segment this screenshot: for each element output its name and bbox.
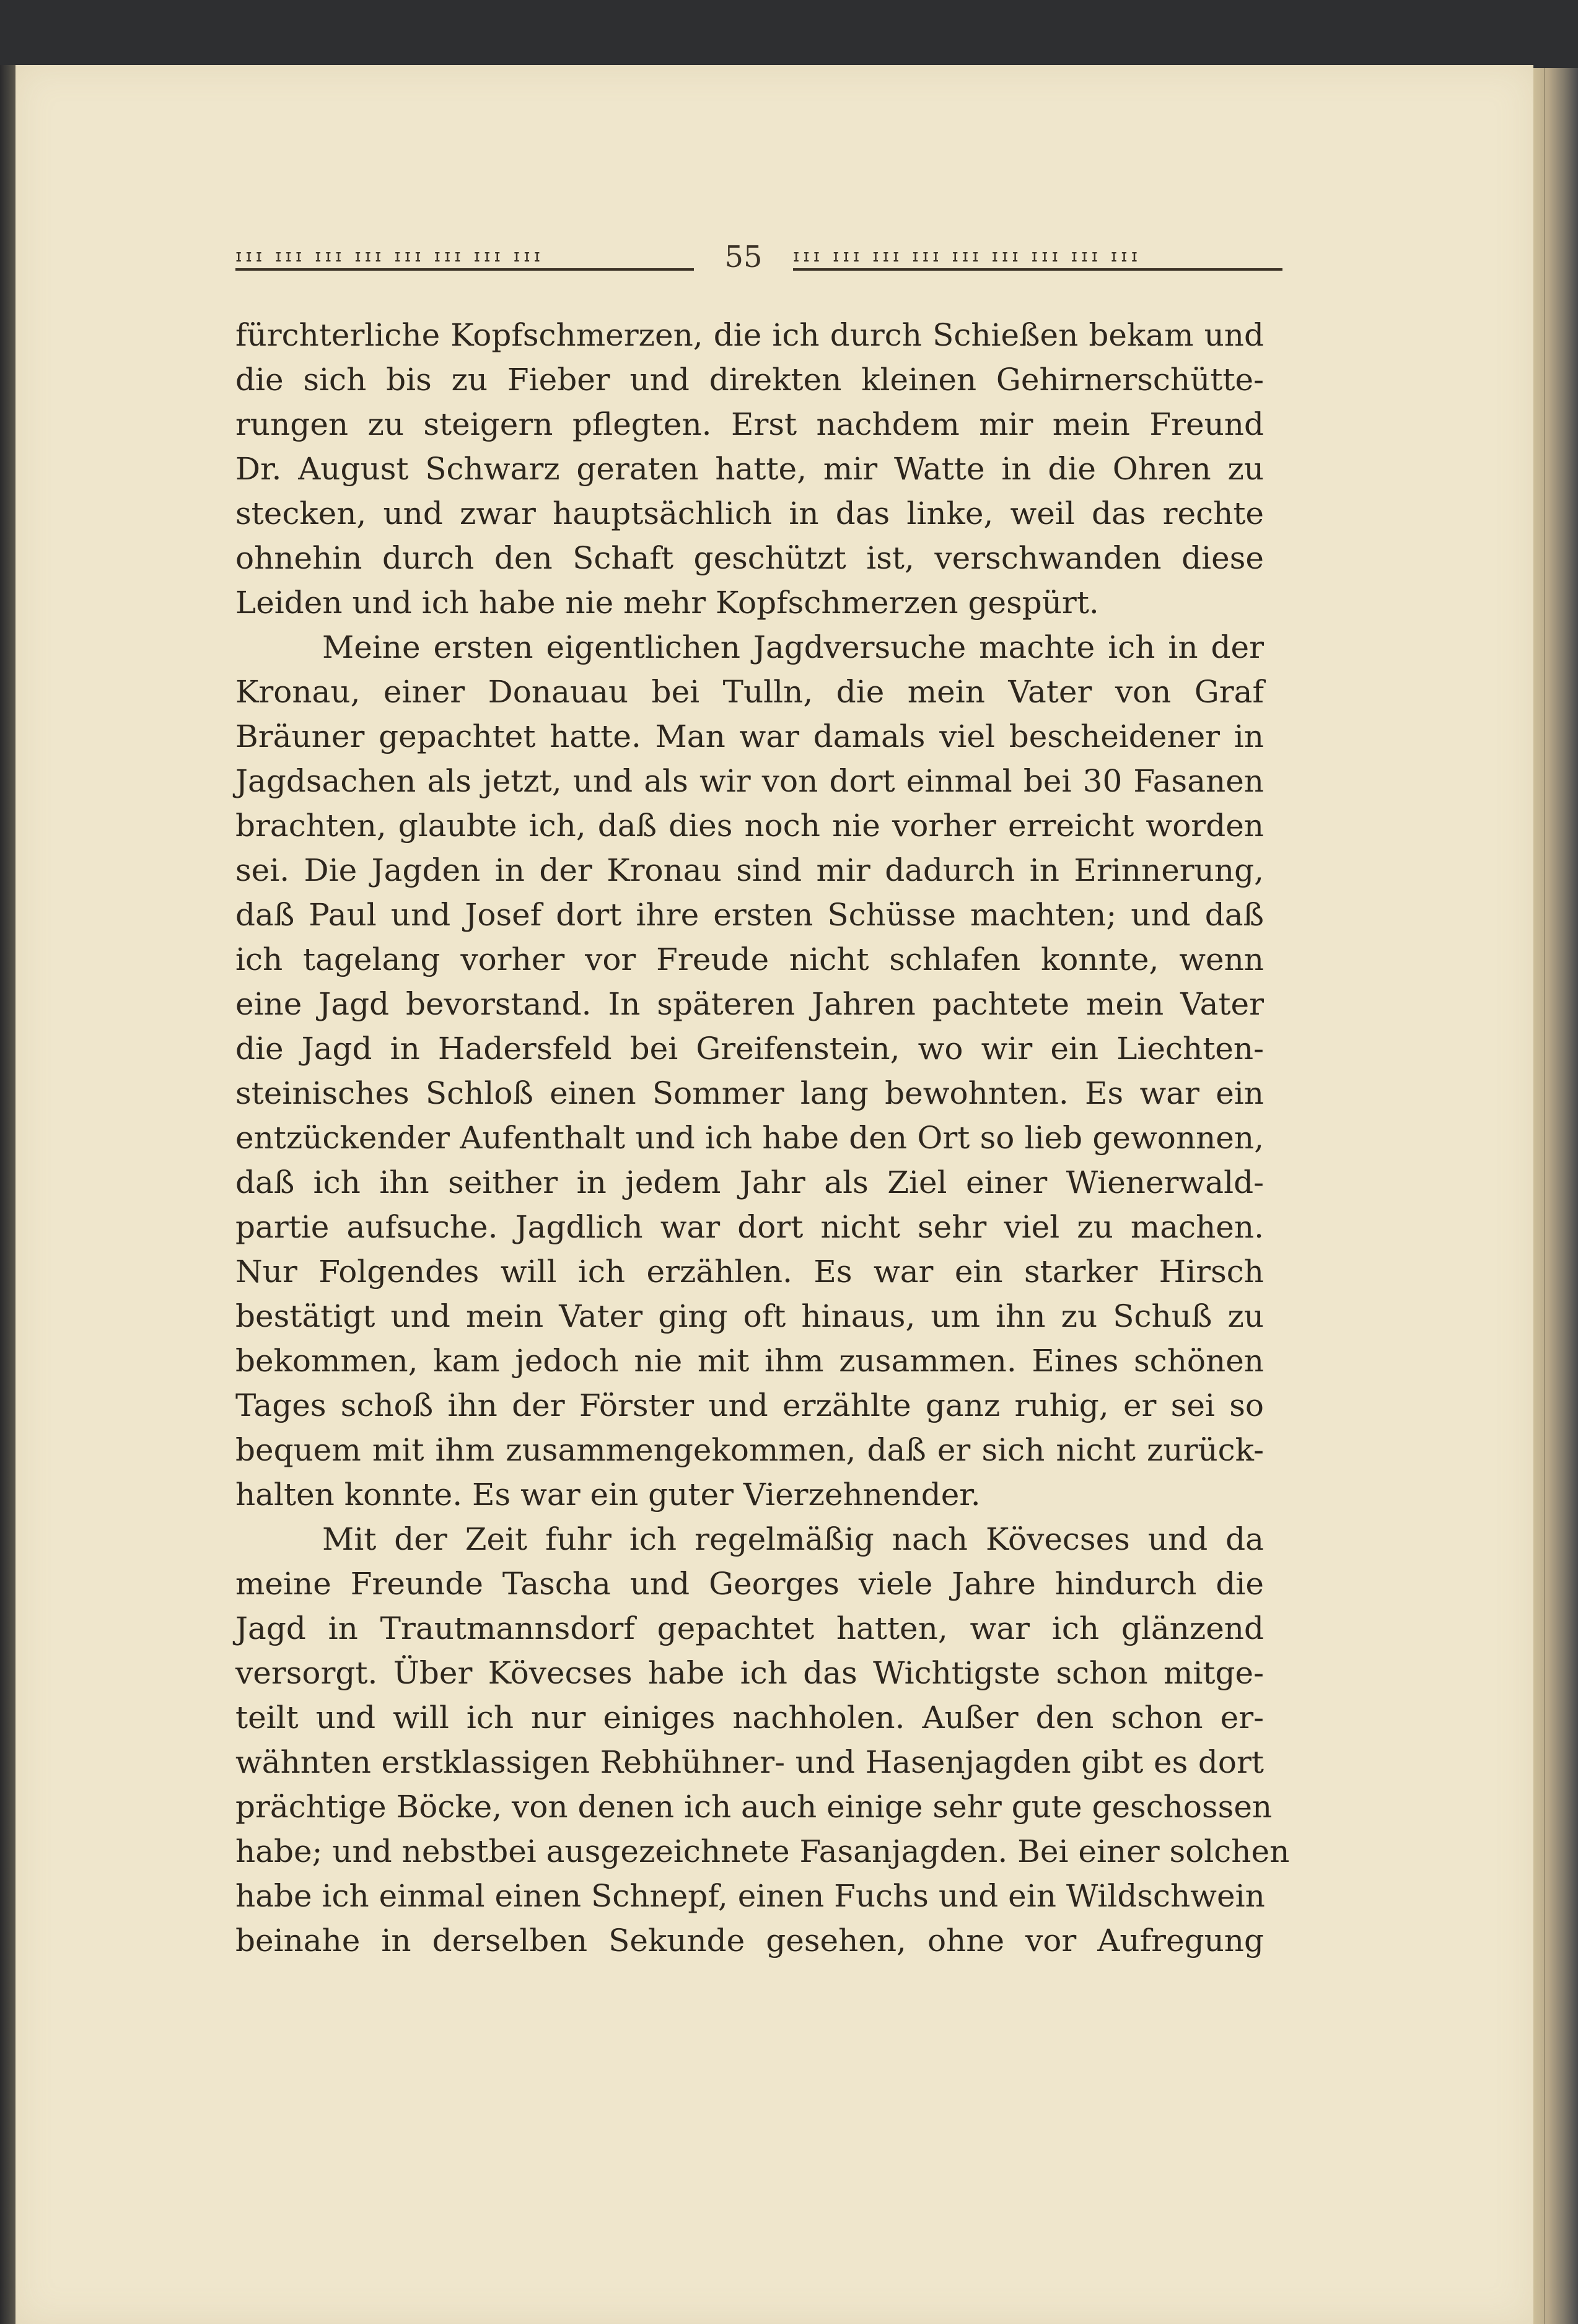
text-line: habe ich einmal einen Schnepf, einen Fuchs und ein Wildschwein [235, 1878, 1265, 1914]
text-line: rungen zu steigern pflegten. Erst nachdem mir mein Freund [235, 406, 1264, 442]
body-text [235, 313, 1290, 1963]
text-line: die Jagd in Hadersfeld bei Greifenstein, wo wir ein Liechten- [235, 1031, 1264, 1067]
text-line: ohnehin durch den Schaft geschützt ist, verschwanden diese [235, 540, 1264, 576]
paragraph-3 [235, 1517, 1290, 1963]
text-line: Mit der Zeit fuhr ich regelmäßig nach Kövecses und da [322, 1521, 1264, 1557]
text-line: daß Paul und Josef dort ihre ersten Schüsse machten; und daß [235, 897, 1264, 933]
text-line: Nur Folgendes will ich erzählen. Es war ein starker Hirsch [235, 1254, 1264, 1290]
text-line: fürchterliche Kopfschmerzen, die ich durch Schießen bekam und [235, 317, 1264, 353]
book-spine-shadow [0, 65, 15, 2324]
text-line: Leiden und ich habe nie mehr Kopfschmerzen gespürt. [235, 585, 1099, 621]
header-ornament-right: ɪɪɪ ɪɪɪ ɪɪɪ ɪɪɪ ɪɪɪ ɪɪɪ ɪɪɪ ɪɪɪ ɪɪɪ [793, 243, 1282, 271]
text-line: bekommen, kam jedoch nie mit ihm zusammen. Eines schönen [235, 1343, 1264, 1379]
text-line: Jagdsachen als jetzt, und als wir von dort einmal bei 30 Fasanen [235, 763, 1264, 799]
text-line: Dr. August Schwarz geraten hatte, mir Watte in die Ohren zu [235, 451, 1264, 487]
text-line: Tages schoß ihn der Förster und erzählte ganz ruhig, er sei so [235, 1387, 1264, 1423]
text-line: stecken, und zwar hauptsächlich in das linke, weil das rechte [235, 496, 1264, 531]
text-line: Kronau, einer Donauau bei Tulln, die mein Vater von Graf [235, 674, 1264, 710]
text-line: bequem mit ihm zusammengekommen, daß er sich nicht zurück- [235, 1432, 1264, 1468]
text-line: steinisches Schloß einen Sommer lang bewohnten. Es war ein [235, 1075, 1264, 1111]
header-ornament-left: ɪɪɪ ɪɪɪ ɪɪɪ ɪɪɪ ɪɪɪ ɪɪɪ ɪɪɪ ɪɪɪ [235, 243, 694, 271]
text-line: partie aufsuche. Jagdlich war dort nicht sehr viel zu machen. [235, 1209, 1264, 1245]
text-line: versorgt. Über Kövecses habe ich das Wichtigste schon mitge- [235, 1655, 1264, 1691]
paragraph-1 [235, 313, 1264, 625]
text-line: Meine ersten eigentlichen Jagdversuche machte ich in der [322, 629, 1264, 665]
running-header [235, 238, 1282, 276]
text-line: prächtige Böcke, von denen ich auch einige sehr gute geschossen [235, 1789, 1273, 1825]
text-line: meine Freunde Tascha und Georges viele Jahre hindurch die [235, 1566, 1264, 1602]
paragraph-2 [235, 625, 1264, 1517]
text-line: ich tagelang vorher vor Freude nicht schlafen konnte, wenn [235, 941, 1264, 977]
text-line: entzückender Aufenthalt und ich habe den Ort so lieb gewonnen, [235, 1120, 1264, 1156]
text-line: Bräuner gepachtet hatte. Man war damals viel bescheidener in [235, 719, 1264, 754]
text-line: Jagd in Trautmannsdorf gepachtet hatten, war ich glänzend [235, 1610, 1264, 1646]
text-line: beinahe in derselben Sekunde gesehen, ohne vor Aufregung [235, 1923, 1264, 1959]
scan-backdrop [0, 0, 1578, 71]
text-line: daß ich ihn seither in jedem Jahr als Ziel einer Wienerwald- [235, 1164, 1264, 1200]
text-line: die sich bis zu Fieber und direkten kleinen Gehirnerschütte- [235, 362, 1264, 398]
text-line: habe; und nebstbei ausgezeichnete Fasanjagden. Bei einer solchen [235, 1833, 1290, 1869]
text-line: bestätigt und mein Vater ging oft hinaus, um ihn zu Schuß zu [235, 1298, 1264, 1334]
text-line: sei. Die Jagden in der Kronau sind mir dadurch in Erinnerung, [235, 852, 1264, 888]
text-line: brachten, glaubte ich, daß dies noch nie vorher erreicht worden [235, 808, 1264, 844]
text-line: wähnten erstklassigen Rebhühner- und Hasenjagden gibt es dort [235, 1744, 1264, 1780]
text-line: halten konnte. Es war ein guter Vierzehnender. [235, 1477, 981, 1513]
text-line: teilt und will ich nur einiges nachholen. Außer den schon er- [235, 1700, 1264, 1736]
page-number: 55 [724, 240, 763, 274]
text-line: eine Jagd bevorstand. In späteren Jahren pachtete mein Vater [235, 986, 1264, 1022]
